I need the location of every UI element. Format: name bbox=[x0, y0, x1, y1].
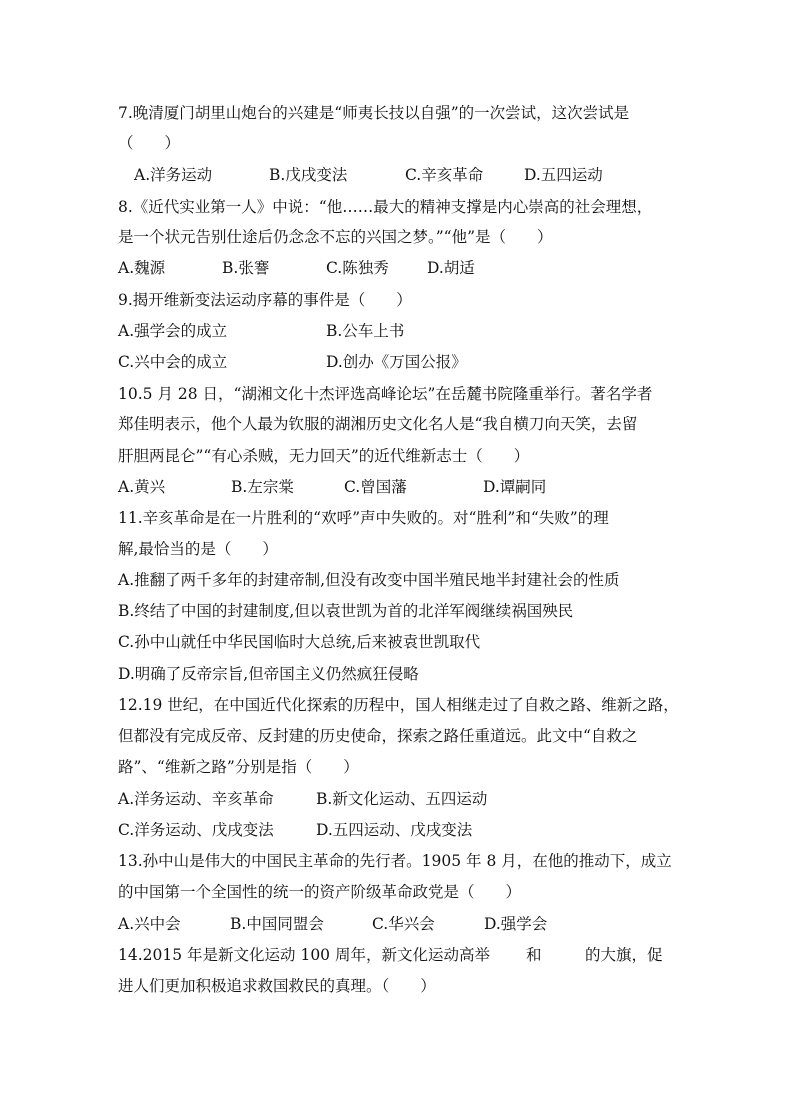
question-8-option-d: D.胡适 bbox=[427, 259, 475, 277]
question-13-option-b: B.中国同盟会 bbox=[230, 915, 324, 933]
question-12-stem-line-1: 12.19 世纪，在中国近代化探索的历程中，国人相继走过了自救之路、维新之路， bbox=[118, 696, 679, 714]
question-10-stem-line-1: 10.5 月 28 日，“湖湘文化十杰评选高峰论坛”在岳麓书院隆重举行。著名学者 bbox=[118, 385, 653, 403]
question-10-option-a: A.黄兴 bbox=[118, 478, 166, 496]
question-9-option-c: C.兴中会的成立 bbox=[118, 353, 228, 371]
question-7-stem-line-2: （ ） bbox=[118, 134, 181, 152]
question-12-option-b: B.新文化运动、五四运动 bbox=[316, 790, 488, 808]
question-13-stem-line-1: 13.孙中山是伟大的中国民主革命的先行者。1905 年 8 月，在他的推动下，成立 bbox=[118, 852, 672, 870]
question-10-stem-line-2: 郑佳明表示，他个人最为钦服的湖湘历史文化名人是“我自横刀向天笑，去留 bbox=[118, 415, 638, 433]
question-8-stem-line-1: 8.《近代实业第一人》中说：“他……最大的精神支撑是内心崇高的社会理想， bbox=[118, 198, 653, 216]
question-8-option-b: B.张謇 bbox=[222, 259, 270, 277]
question-8-option-c: C.陈独秀 bbox=[326, 259, 389, 277]
question-11-option-a: A.推翻了两千多年的封建帝制,但没有改变中国半殖民地半封建社会的性质 bbox=[118, 571, 620, 589]
question-9-option-a: A.强学会的成立 bbox=[118, 322, 228, 340]
question-8-stem-line-2: 是一个状元告别仕途后仍念念不忘的兴国之梦。”“他”是（ ） bbox=[118, 228, 553, 246]
question-9-stem-line-1: 9.揭开维新变法运动序幕的事件是（ ） bbox=[118, 291, 412, 309]
question-14-stem-part-2: 和 bbox=[526, 946, 542, 964]
question-8-option-a: A.魏源 bbox=[118, 259, 166, 277]
question-11-option-b: B.终结了中国的封建制度,但以袁世凯为首的北洋军阀继续祸国殃民 bbox=[118, 602, 574, 620]
question-14-stem-part-1: 14.2015 年是新文化运动 100 周年，新文化运动高举 bbox=[118, 946, 490, 964]
question-11-option-d: D.明确了反帝宗旨,但帝国主义仍然疯狂侵略 bbox=[118, 665, 419, 683]
question-12-stem-line-2: 但都没有完成反帝、反封建的历史使命，探索之路任重道远。此文中“自救之 bbox=[118, 727, 638, 745]
question-13-option-d: D.强学会 bbox=[484, 915, 548, 933]
question-11-stem-line-1: 11.辛亥革命是在一片胜利的“欢呼”声中失败的。对“胜利”和“失败”的理 bbox=[118, 509, 609, 527]
question-13-stem-line-2: 的中国第一个全国性的统一的资产阶级革命政党是（ ） bbox=[118, 883, 522, 901]
question-10-stem-line-3: 肝胆两昆仑”“有心杀贼，无力回天”的近代维新志士（ ） bbox=[118, 447, 530, 465]
question-11-option-c: C.孙中山就任中华民国临时大总统,后来被袁世凯取代 bbox=[118, 633, 481, 651]
question-7-option-d: D.五四运动 bbox=[524, 166, 603, 184]
question-12-option-c: C.洋务运动、戊戌变法 bbox=[118, 821, 274, 839]
question-7-option-b: B.戊戌变法 bbox=[269, 166, 348, 184]
question-10-option-c: C.曾国藩 bbox=[344, 478, 407, 496]
question-13-option-c: C.华兴会 bbox=[372, 915, 435, 933]
question-9-option-d: D.创办《万国公报》 bbox=[326, 353, 467, 371]
question-12-option-d: D.五四运动、戊戌变法 bbox=[316, 821, 473, 839]
question-12-stem-line-3: 路”、“维新之路”分别是指（ ） bbox=[118, 758, 359, 776]
question-14-stem-part-3: 的大旗，促 bbox=[585, 946, 663, 964]
question-10-option-d: D.谭嗣同 bbox=[483, 478, 547, 496]
question-7-option-a: A.洋务运动 bbox=[134, 166, 213, 184]
question-11-stem-line-2: 解,最恰当的是（ ） bbox=[118, 540, 278, 558]
question-10-option-b: B.左宗棠 bbox=[231, 478, 294, 496]
question-13-option-a: A.兴中会 bbox=[118, 915, 181, 933]
question-9-option-b: B.公车上书 bbox=[326, 322, 405, 340]
question-7-stem-line-1: 7.晚清厦门胡里山炮台的兴建是“师夷长技以自强”的一次尝试，这次尝试是 bbox=[118, 104, 630, 122]
question-12-option-a: A.洋务运动、辛亥革命 bbox=[118, 790, 274, 808]
question-14-stem-line-2: 进人们更加积极追求救国救民的真理。（ ） bbox=[118, 977, 436, 995]
question-7-option-c: C.辛亥革命 bbox=[405, 166, 484, 184]
